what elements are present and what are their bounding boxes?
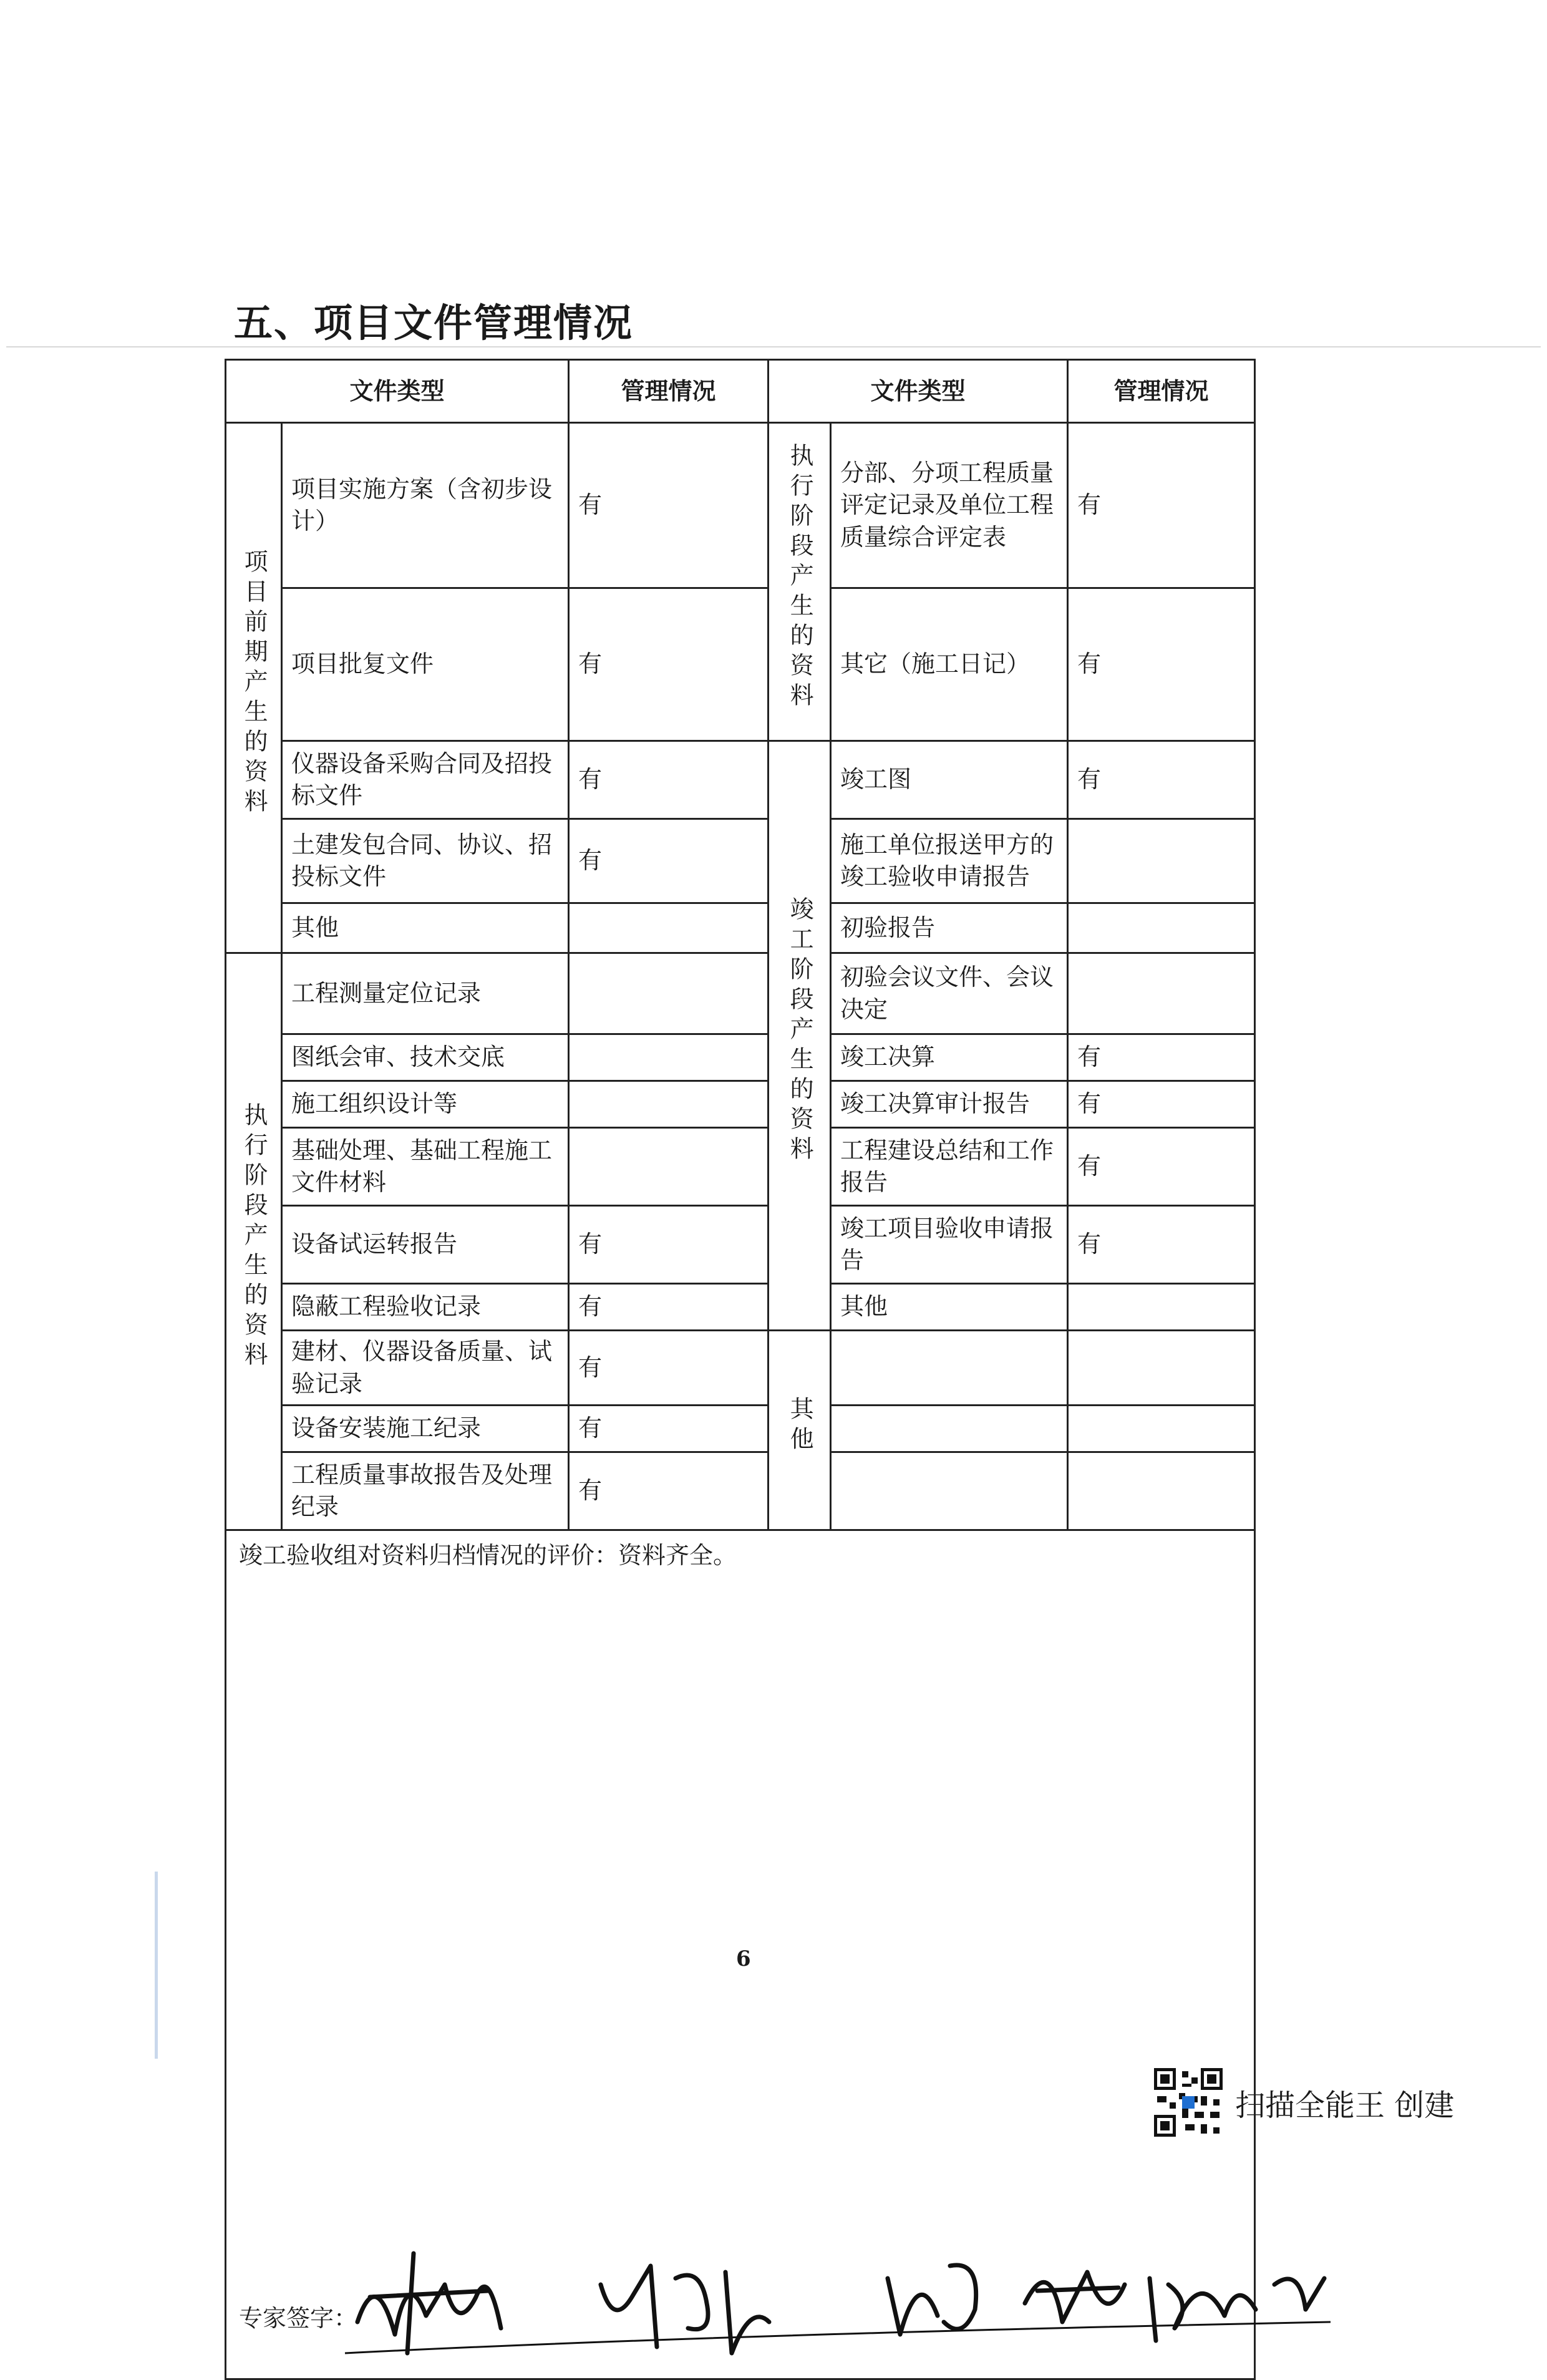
- file-management-table: [225, 359, 1256, 2380]
- status-cell: 有: [569, 588, 769, 741]
- item-cell: 工程建设总结和工作报告: [831, 1128, 1068, 1206]
- category-label: 其他: [786, 1396, 814, 1456]
- item-cell: 施工组织设计等: [282, 1081, 569, 1128]
- evaluation-text: 竣工验收组对资料归档情况的评价：资料齐全。: [239, 1542, 737, 1569]
- item-cell: [831, 1331, 1068, 1406]
- status-cell: 有: [1068, 1081, 1255, 1128]
- table-row: [226, 1206, 1255, 1284]
- item-cell: 工程测量定位记录: [282, 953, 569, 1034]
- table-row: [226, 1081, 1255, 1128]
- section-title: 五、项目文件管理情况: [234, 300, 634, 346]
- status-cell: [1068, 953, 1255, 1034]
- status-cell: 有: [569, 423, 769, 588]
- item-cell: 初验会议文件、会议决定: [831, 953, 1068, 1034]
- status-cell: [1068, 1406, 1255, 1452]
- item-cell: 竣工决算: [831, 1034, 1068, 1081]
- table-row: [226, 1406, 1255, 1452]
- item-cell: 土建发包合同、协议、招投标文件: [282, 819, 569, 903]
- status-cell: 有: [1068, 588, 1255, 741]
- item-cell: 竣工图: [831, 741, 1068, 819]
- item-cell: [831, 1406, 1068, 1452]
- table-row: [226, 588, 1255, 741]
- item-cell: [831, 1452, 1068, 1530]
- status-cell: 有: [1068, 1034, 1255, 1081]
- category-other: [769, 1331, 831, 1530]
- header-management-left: 管理情况: [569, 360, 769, 423]
- category-label: 竣工阶段产生的资料: [786, 896, 814, 1167]
- item-cell: 设备试运转报告: [282, 1206, 569, 1284]
- header-file-type-left: 文件类型: [226, 360, 569, 423]
- item-cell: 初验报告: [831, 903, 1068, 953]
- item-cell: 项目批复文件: [282, 588, 569, 741]
- item-cell: 仪器设备采购合同及招投标文件: [282, 741, 569, 819]
- status-cell: [569, 953, 769, 1034]
- item-cell: 竣工项目验收申请报告: [831, 1206, 1068, 1284]
- item-cell: 其他: [282, 903, 569, 953]
- item-cell: 设备安装施工纪录: [282, 1406, 569, 1452]
- table-row: [226, 819, 1255, 903]
- item-cell: 其他: [831, 1284, 1068, 1331]
- header-management-right: 管理情况: [1068, 360, 1255, 423]
- item-cell: 图纸会审、技术交底: [282, 1034, 569, 1081]
- status-cell: 有: [1068, 423, 1255, 588]
- table-header-row: [226, 360, 1255, 423]
- item-cell: 基础处理、基础工程施工文件材料: [282, 1128, 569, 1206]
- status-cell: 有: [1068, 1206, 1255, 1284]
- table-row: [226, 741, 1255, 819]
- status-cell: [569, 1081, 769, 1128]
- status-cell: [1068, 819, 1255, 903]
- table-row: [226, 953, 1255, 1034]
- item-cell: 工程质量事故报告及处理纪录: [282, 1452, 569, 1530]
- category-label: 项目前期产生的资料: [240, 548, 268, 818]
- qr-code-icon: [1154, 2068, 1223, 2137]
- signature-label: 专家签字：: [239, 2304, 358, 2332]
- status-cell: 有: [569, 1331, 769, 1406]
- table-row: [226, 1284, 1255, 1331]
- item-cell: 竣工决算审计报告: [831, 1081, 1068, 1128]
- category-execution-left: [226, 953, 282, 1530]
- table-row: [226, 1128, 1255, 1206]
- table-row: [226, 1452, 1255, 1530]
- status-cell: 有: [569, 741, 769, 819]
- item-cell: 分部、分项工程质量评定记录及单位工程质量综合评定表: [831, 423, 1068, 588]
- status-cell: 有: [1068, 741, 1255, 819]
- status-cell: [1068, 1284, 1255, 1331]
- status-cell: [569, 1034, 769, 1081]
- page-number: 6: [736, 1946, 751, 1971]
- status-cell: [569, 1128, 769, 1206]
- table-row: [226, 423, 1255, 588]
- category-pre-project: [226, 423, 282, 953]
- status-cell: [1068, 903, 1255, 953]
- status-cell: 有: [569, 1284, 769, 1331]
- item-cell: 其它（施工日记）: [831, 588, 1068, 741]
- status-cell: [1068, 1331, 1255, 1406]
- table-row: [226, 903, 1255, 953]
- table-row: [226, 1034, 1255, 1081]
- category-label: 执行阶段产生的资料: [240, 1102, 268, 1372]
- category-completion: [769, 741, 831, 1331]
- scan-edge-mark: [155, 1872, 158, 2059]
- table-row: [226, 1331, 1255, 1406]
- status-cell: 有: [1068, 1128, 1255, 1206]
- status-cell: 有: [569, 1206, 769, 1284]
- status-cell: [1068, 1452, 1255, 1530]
- item-cell: 建材、仪器设备质量、试验记录: [282, 1331, 569, 1406]
- category-label: 执行阶段产生的资料: [786, 442, 814, 712]
- status-cell: 有: [569, 819, 769, 903]
- status-cell: [569, 903, 769, 953]
- status-cell: 有: [569, 1406, 769, 1452]
- item-cell: 隐蔽工程验收记录: [282, 1284, 569, 1331]
- status-cell: 有: [569, 1452, 769, 1530]
- item-cell: 项目实施方案（含初步设计）: [282, 423, 569, 588]
- scanner-watermark: [1154, 2068, 1454, 2137]
- handwritten-signatures: [339, 2228, 1337, 2372]
- item-cell: 施工单位报送甲方的竣工验收申请报告: [831, 819, 1068, 903]
- category-execution-right: [769, 423, 831, 741]
- header-file-type-right: 文件类型: [769, 360, 1068, 423]
- scanner-brand-text: 扫描全能王 创建: [1235, 2087, 1455, 2123]
